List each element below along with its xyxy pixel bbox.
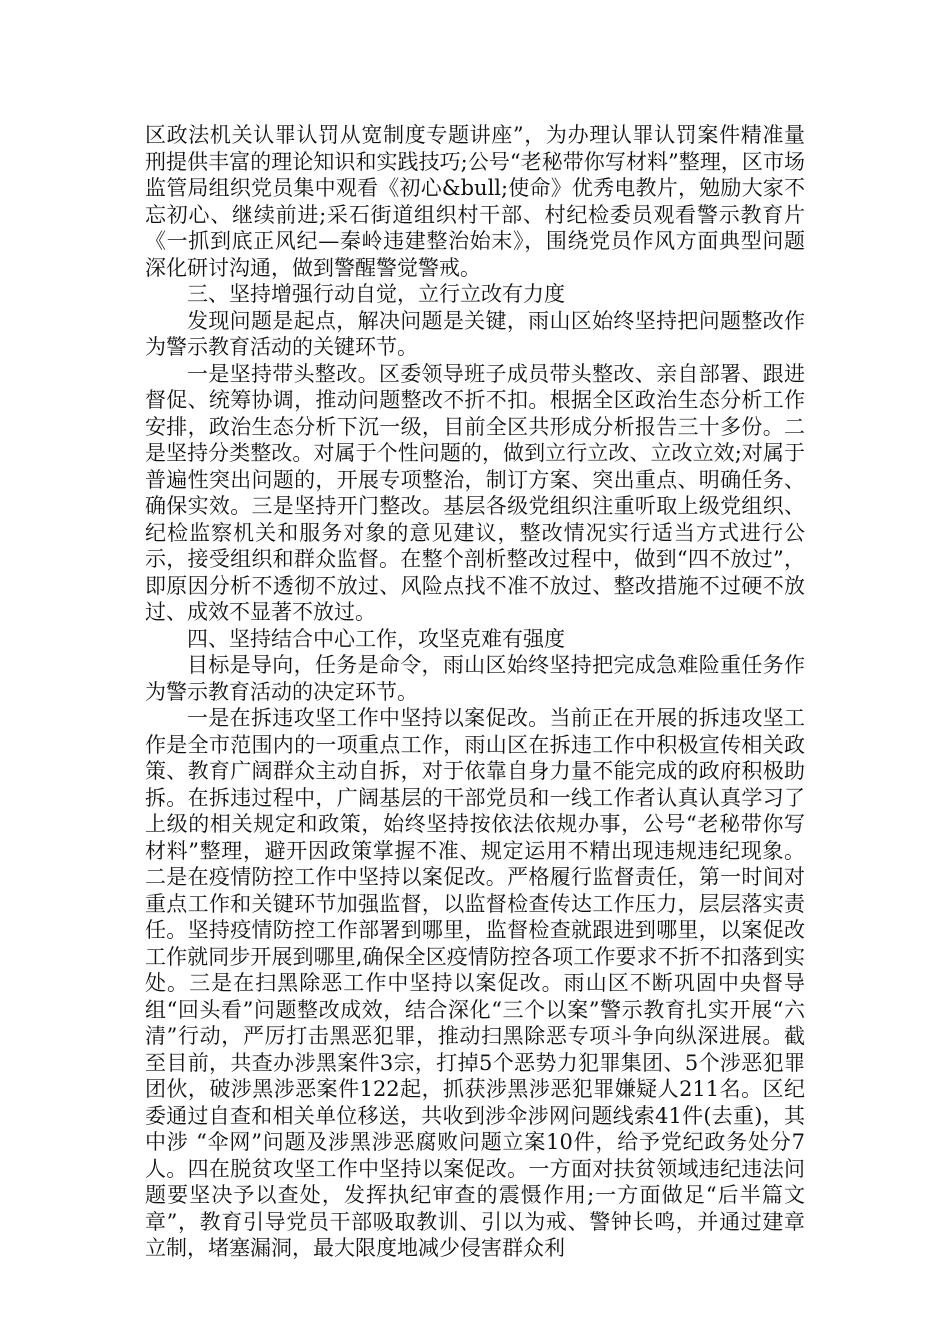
paragraph-central-work: 一是在拆违攻坚工作中坚持以案促改。当前正在开展的拆违攻坚工作是全市范围内的一项重点工作，雨山区在拆违工作中积极宣传相关政策、教育广阔群众主动自拆，对于依靠自身力量不能完成的政府积极助拆。在拆违过程中，广阔基层的干部党员和一线工作者认真认真学习了上级的相关规定和政策，始终坚持按依法依规办事，公号“老秘带你写材料”整理，避开因政策掌握不准、规定运用不精出现违规违纪现象。二是在疫情防控工作中坚持以案促改。严格履行监督责任，第一时间对重点工作和关键环节加强监督，以监督检查传达工作压力，层层落实责任。坚持疫情防控工作部署到哪里，监督检查就跟进到哪里，以案促改工作就同步开展到哪里,确保全区疫情防控各项工作要求不折不扣落到实处。三是在扫黑除恶工作中坚持以案促改。雨山区不断巩固中央督导组“回头看”问题整改成效，结合深化“三个以案”警示教育扎实开展“六清”行动，严厉打击黑恶犯罪，推动扫黑除恶专项斗争向纵深进展。截至目前，共查办涉黑案件3宗，打掉5个恶势力犯罪集团、5个涉恶犯罪团伙，破涉黑涉恶案件122起，抓获涉黑涉恶犯罪嫌疑人211名。区纪委通过自查和相关单位移送，共收到涉伞涉网问题线索41件(去重)，其中涉 “伞网”问题及涉黑涉恶腐败问题立案10件，给予党纪政务处分7人。四在脱贫攻坚工作中坚持以案促改。一方面对扶贫领域违纪违法问题要坚决予以查处，发挥执纪审查的震慑作用;一方面做足“后半篇文章”，教育引导党员干部吸取教训、引以为戒、警钟长鸣，并通过建章立制，堵塞漏洞，最大限度地减少侵害群众利 — [145, 706, 805, 1260]
section-heading-4: 四、坚持结合中心工作，攻坚克难有强度 — [187, 626, 565, 651]
paragraph-intro-3: 发现问题是起点，解决问题是关键，雨山区始终坚持把问题整改作为警示教育活动的关键环节。 — [145, 308, 805, 359]
document-body — [145, 122, 805, 1262]
section-heading-3: 三、坚持增强行动自觉，立行立改有力度 — [187, 282, 565, 306]
paragraph-continuation: 区政法机关认罪认罚从宽制度专题讲座”，为办理认罪认罚案件精准量刑提供丰富的理论知识和实践技巧;公号“老秘带你写材料”整理，区市场监管局组织党员集中观看《初心&bull;使命》优秀电教片，勉励大家不忘初心、继续前进;采石街道组织村干部、村纪检委员观看警示教育片《一抓到底正风纪—秦岭违建整治始末》，围绕党员作风方面典型问题深化研讨沟通，做到警醒警觉警戒。 — [145, 123, 805, 280]
paragraph-intro-4: 目标是导向，任务是命令，雨山区始终坚持把完成急难险重任务作为警示教育活动的决定环节。 — [145, 653, 805, 704]
paragraph-rectification: 一是坚持带头整改。区委领导班子成员带头整改、亲自部署、跟进督促、统筹协调，推动问题整改不折不扣。根据全区政治生态分析工作安排，政治生态分析下沉一级，目前全区共形成分析报告三十多份。二是坚持分类整改。对属于个性问题的，做到立行立改、立改立效;对属于普遍性突出问题的，开展专项整治，制订方案、突出重点、明确任务、确保实效。三是坚持开门整改。基层各级党组织注重听取上级党组织、纪检监察机关和服务对象的意见建议，整改情况实行适当方式进行公示，接受组织和群众监督。在整个剖析整改过程中，做到“四不放过”，即原因分析不透彻不放过、风险点找不准不放过、整改措施不过硬不放过、成效不显著不放过。 — [145, 361, 805, 624]
